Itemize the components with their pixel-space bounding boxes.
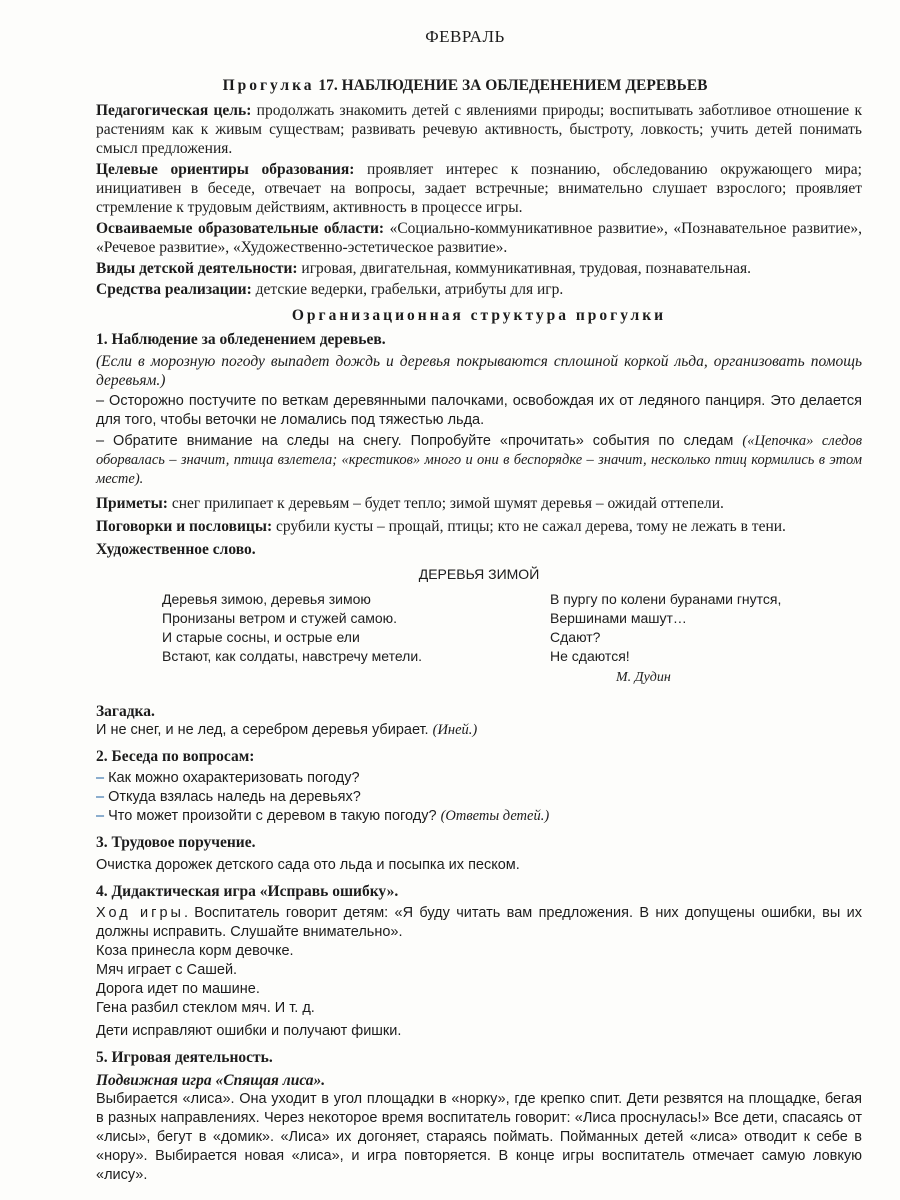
- activities-paragraph: [96, 259, 862, 278]
- sayings-paragraph: [96, 517, 862, 536]
- section-1-p1: – Осторожно постучите по веткам деревянными палочками, освобождая их от ледяного панциря. Это делается для того, чтобы веточки не ломались под тяжестью льда.: [96, 393, 862, 428]
- course-label: Ход игры: [96, 905, 184, 921]
- sentences-list: [96, 942, 862, 1041]
- question-text: Откуда взялась наледь на деревьях?: [108, 789, 361, 805]
- section-3-title: 3. Трудовое поручение.: [96, 834, 256, 851]
- game-title: Подвижная игра «Спящая лиса».: [96, 1072, 326, 1089]
- signs-paragraph: [96, 494, 862, 513]
- poem-line: Вершинами машут…: [550, 610, 687, 626]
- poem-column-2: [550, 590, 781, 666]
- sentence-item: Коза принесла корм девочке.: [96, 943, 294, 959]
- riddle-paragraph: [96, 721, 862, 740]
- means-label: Средства реализации:: [96, 281, 252, 298]
- content: [96, 101, 862, 1185]
- poem-line: Пронизаны ветром и стужей самою.: [162, 610, 398, 626]
- means-paragraph: [96, 280, 862, 299]
- poem-line: Не сдаются!: [550, 648, 630, 664]
- section-1-p2-text: – Обратите внимание на следы на снегу. Попробуйте «прочитать» события по следам: [96, 433, 743, 449]
- art-label: Художественное слово.: [96, 541, 256, 558]
- question-text: Как можно охарактеризовать погоду?: [108, 770, 360, 786]
- section-2-title: 2. Беседа по вопросам:: [96, 748, 255, 765]
- sentence-item: Гена разбил стеклом мяч. И т. д.: [96, 1000, 315, 1016]
- signs-text: снег прилипает к деревьям – будет тепло; зимой шумят деревья – ожидай оттепели.: [167, 495, 724, 512]
- section-4-final: Дети исправляют ошибки и получают фишки.: [96, 1023, 402, 1039]
- dash: –: [96, 789, 105, 805]
- month-heading: ФЕВРАЛЬ: [425, 27, 505, 46]
- goal-paragraph: [96, 101, 862, 158]
- walk-label: Прогулка: [222, 77, 315, 94]
- meta-block: [96, 101, 862, 299]
- riddle-label: Загадка.: [96, 703, 155, 720]
- course-text: . Воспитатель говорит детям: «Я буду читать вам предложения. В них допущены ошибки, вы их должны исправить. Слушайте внимательно».: [96, 905, 862, 940]
- dash: –: [96, 770, 105, 786]
- section-1-title: 1. Наблюдение за обледенением деревьев.: [96, 331, 386, 348]
- means-text: детские ведерки, грабельки, атрибуты для игр.: [251, 281, 564, 298]
- question-item: [96, 788, 862, 807]
- section-1-p2-italic: («Цепочка» следов оборвалась – значит, птица взлетела; «крестиков» много и они в беспорядке – значит, несколько птиц кормились в этом месте).: [96, 433, 862, 487]
- dash: –: [96, 808, 105, 824]
- game-text: Выбирается «лиса». Она уходит в угол площадки в «норку», где крепко спит. Дети резвятся на площадке, бегая в разных направлениях. Через некоторое время воспитатель говорит: «Лиса проснулась!» Все дети, спасаясь от «лисы», бегут в «домик». «Лиса» их догоняет, стараясь поймать. Пойманных детей «лиса» отводит к себе в «нору». Выбирается новая «лиса», и игра повторяется. В конце игры воспитатель отмечает самую ловкую «лису».: [96, 1091, 862, 1183]
- poem-line: И старые сосны, и острые ели: [162, 629, 360, 645]
- section-4-title: 4. Дидактическая игра «Исправь ошибку».: [96, 883, 399, 900]
- targets-text: проявляет интерес к познанию, обследованию окружающего мира; инициативен в беседе, отвечает на вопросы, задает встречные; внимательно слушает взрослого; проявляет стремление к трудовым действиям, активность в процессе игры.: [96, 161, 862, 216]
- activities-label: Виды детской деятельности:: [96, 260, 298, 277]
- riddle-answer: (Иней.): [432, 722, 478, 738]
- poem-column-1: [162, 590, 422, 666]
- poem-line: Деревья зимою, деревья зимою: [162, 591, 371, 607]
- section-1-p2: [96, 432, 862, 489]
- sayings-label: Поговорки и пословицы:: [96, 518, 273, 535]
- poem: [96, 590, 862, 700]
- section-3-text: Очистка дорожек детского сада ото льда и посыпка их песком.: [96, 857, 520, 873]
- course-paragraph: [96, 904, 862, 942]
- targets-paragraph: [96, 160, 862, 217]
- areas-label: Осваиваемые образовательные области:: [96, 220, 385, 237]
- question-text: Что может произойти с деревом в такую погоду?: [108, 808, 441, 824]
- structure-title: Организационная структура прогулки: [291, 307, 667, 324]
- signs-label: Приметы:: [96, 495, 168, 512]
- areas-paragraph: [96, 219, 862, 257]
- question-item: [96, 769, 862, 788]
- section-1-note: (Если в морозную погоду выпадет дождь и деревья покрываются сплошной коркой льда, организовать помощь деревьям.): [96, 353, 862, 389]
- goal-label: Педагогическая цель:: [96, 102, 252, 119]
- questions-list: [96, 769, 862, 826]
- question-item: [96, 807, 862, 826]
- poem-line: В пургу по колени буранами гнутся,: [550, 591, 782, 607]
- areas-text: «Социально-коммуникативное развитие», «Познавательное развитие», «Речевое развитие», «Художественно-эстетическое развитие».: [96, 220, 863, 256]
- sentence-item: Мяч играет с Сашей.: [96, 962, 238, 978]
- riddle-text: И не снег, и не лед, а серебром деревья убирает.: [96, 722, 433, 738]
- poem-line: Сдают?: [550, 629, 601, 645]
- poem-line: Встают, как солдаты, навстречу метели.: [162, 648, 423, 664]
- question-answer: (Ответы детей.): [440, 808, 550, 824]
- sentence-item: Дорога идет по машине.: [96, 981, 260, 997]
- targets-label: Целевые ориентиры образования:: [96, 161, 355, 178]
- sayings-text: срубили кусты – прощай, птицы; кто не сажал дерева, тому не лежать в тени.: [272, 518, 786, 535]
- poem-title: ДЕРЕВЬЯ ЗИМОЙ: [418, 566, 540, 582]
- section-5-title: 5. Игровая деятельность.: [96, 1049, 273, 1066]
- walk-title-rest: 17. НАБЛЮДЕНИЕ ЗА ОБЛЕДЕНЕНИЕМ ДЕРЕВЬЕВ: [314, 77, 708, 94]
- activities-text: игровая, двигательная, коммуникативная, трудовая, познавательная.: [297, 260, 752, 277]
- walk-title: [0, 76, 900, 95]
- goal-text: продолжать знакомить детей с явлениями природы; воспитывать заботливое отношение к растениям как к живым существам; развивать речевую активность, быстроту, ловкость; учить детей понимать смысл предложения.: [96, 102, 862, 157]
- poem-author: М. Дудин: [616, 670, 671, 685]
